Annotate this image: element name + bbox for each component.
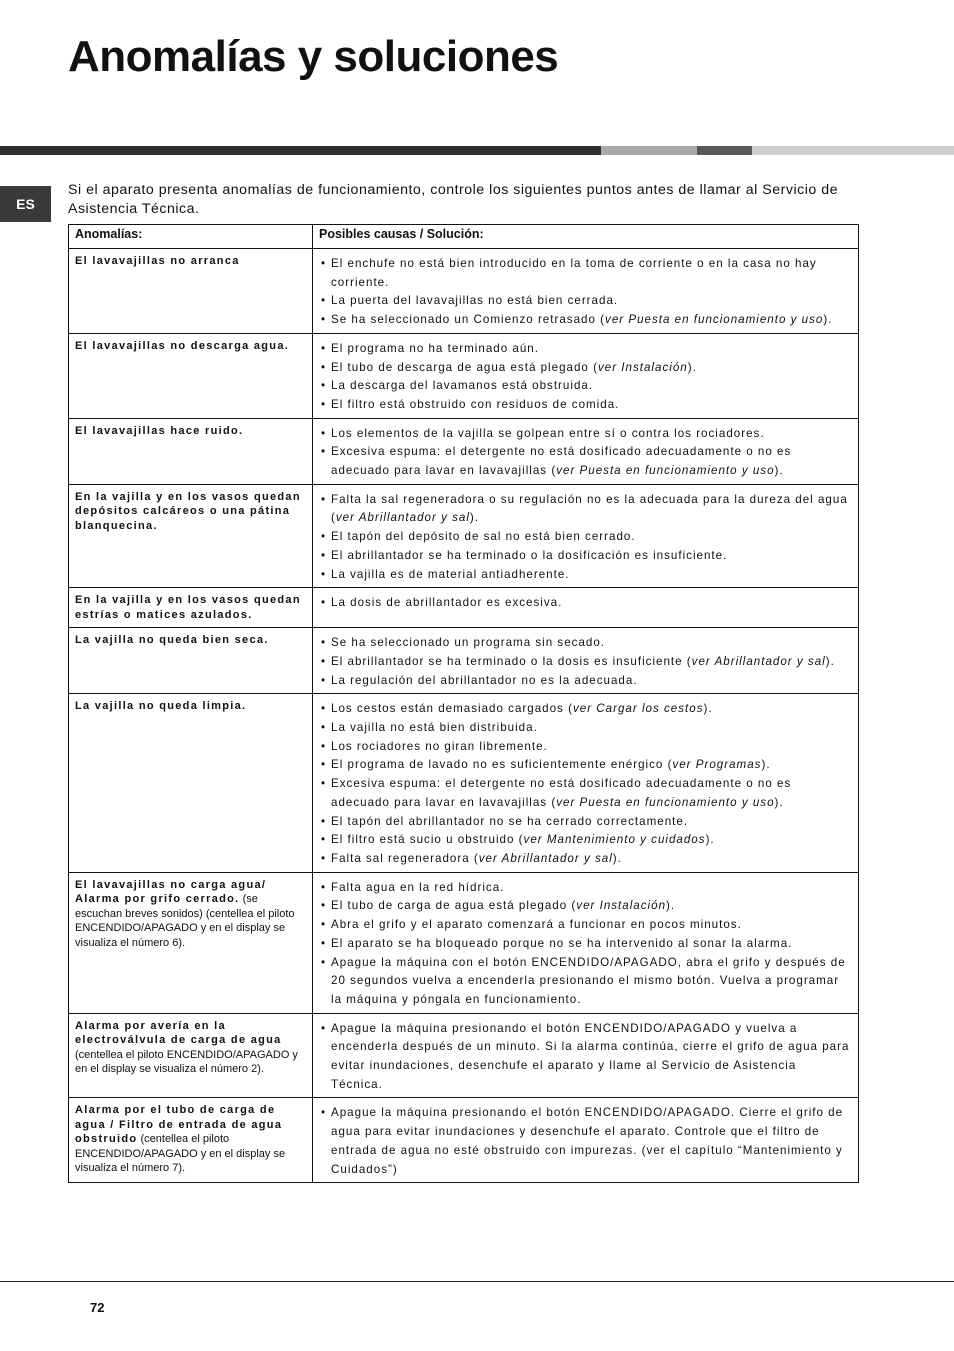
cause-item [319, 954, 852, 1010]
cause-text: Se ha seleccionado un Comienzo retrasado ( [331, 313, 606, 327]
anomaly-cell [69, 484, 313, 588]
anomaly-note: (centellea el piloto ENCENDIDO/APAGADO y en el display se visualiza el número 7). [75, 1133, 286, 1175]
cross-reference: ver Programas [672, 758, 762, 772]
cause-text: La regulación del abrillantador no es la adecuada. [331, 673, 638, 687]
cause-item [319, 547, 852, 566]
cross-reference: ver Instalación [597, 360, 688, 374]
cross-reference: ver Mantenimiento y cuidados [523, 833, 706, 847]
cause-item [319, 1104, 852, 1179]
cause-item [319, 775, 852, 812]
cause-text: El programa no ha terminado aún. [331, 341, 539, 355]
anomaly-cell [69, 694, 313, 872]
cause-text: Los elementos de la vajilla se golpean entre sí o contra los rociadores. [331, 426, 765, 440]
cause-item [319, 255, 852, 292]
cause-text: La vajilla no está bien distribuida. [331, 721, 538, 735]
anomaly-title: En la vajilla y en los vasos quedan depósitos calcáreos o una pátina blanquecina. [75, 490, 301, 532]
anomaly-cell [69, 588, 313, 628]
cause-text: El tapón del abrillantador no se ha cerrado correctamente. [331, 814, 689, 828]
table-row [69, 694, 859, 872]
cross-reference: ver Abrillantador y sal [478, 851, 613, 865]
cause-item [319, 594, 852, 613]
cause-text: El aparato se ha bloqueado porque no se ha intervenido al sonar la alarma. [331, 936, 793, 950]
cause-text: El enchufe no está bien introducido en la toma de corriente o en la casa no hay corriente. [331, 257, 817, 289]
cross-reference: ver Puesta en funcionamiento y uso [556, 464, 775, 478]
cause-item [319, 311, 852, 330]
table-row [69, 588, 859, 628]
cause-text: Los rociadores no giran libremente. [331, 739, 548, 753]
cause-text: El abrillantador se ha terminado o la dosificación es insuficiente. [331, 548, 728, 562]
table-header-row [69, 225, 859, 249]
anomaly-cell [69, 872, 313, 1013]
causes-list [319, 491, 852, 585]
cause-item [319, 738, 852, 757]
table-row [69, 484, 859, 588]
cause-text: Los cestos están demasiado cargados ( [331, 702, 573, 716]
cause-item [319, 719, 852, 738]
cause-text: La vajilla es de material antiadherente. [331, 567, 570, 581]
anomaly-title: La vajilla no queda limpia. [75, 700, 247, 713]
cause-item [319, 359, 852, 378]
cross-reference: ver Instalación [576, 899, 667, 913]
causes-cell [313, 484, 859, 588]
cause-item [319, 672, 852, 691]
cross-reference: ver Puesta en funcionamiento y uso [556, 795, 775, 809]
cause-text: ). [703, 702, 713, 716]
cross-reference: ver Abrillantador y sal [335, 511, 470, 525]
causes-cell [313, 418, 859, 484]
cause-item [319, 831, 852, 850]
cause-item [319, 396, 852, 415]
header-causes: Posibles causas / Solución: [313, 225, 859, 249]
cause-text: La dosis de abrillantador es excesiva. [331, 596, 563, 610]
cause-text: El abrillantador se ha terminado o la dosis es insuficiente ( [331, 654, 692, 668]
cause-text: El filtro está sucio u obstruido ( [331, 833, 524, 847]
cause-item [319, 292, 852, 311]
table-row [69, 628, 859, 694]
causes-list [319, 425, 852, 481]
cause-text: Falta la sal regeneradora o su regulación no es la adecuada para la dureza del agua ( [331, 492, 848, 525]
anomaly-title: El lavavajillas no arranca [75, 255, 240, 267]
cause-text: Apague la máquina presionando el botón ENCENDIDO/APAGADO y vuelva a encenderla después de un minuto. Si la alarma continúa, cierre el grifo de agua para evitar inundaciones, desenchufe el aparato y llame al Servicio de Asistencia Técnica. [331, 1021, 850, 1091]
cause-item [319, 443, 852, 480]
language-tab: ES [0, 186, 51, 222]
causes-cell [313, 872, 859, 1013]
table-row [69, 1013, 859, 1098]
cause-item [319, 425, 852, 444]
anomaly-title: La vajilla no queda bien seca. [75, 634, 269, 647]
anomaly-note: (se escuchan breves sonidos) (centellea el piloto ENCENDIDO/APAGADO y en el display se visualiza el número 6). [75, 893, 295, 949]
cause-text: El tubo de carga de agua está plegado ( [331, 899, 577, 913]
cause-text: Falta sal regeneradora ( [331, 851, 479, 865]
table-body [69, 249, 859, 1183]
cause-text: ). [687, 360, 697, 374]
cause-text: El filtro está obstruido con residuos de comida. [331, 397, 620, 411]
intro-text: Si el aparato presenta anomalías de funcionamiento, controle los siguientes puntos antes de llamar al Servicio de Asistencia Técnica. [68, 182, 838, 217]
cause-text: ). [825, 654, 835, 668]
header-bar-pale [752, 146, 954, 155]
anomaly-cell [69, 333, 313, 418]
anomaly-title: Alarma por avería en la electroválvula de carga de agua [75, 1019, 282, 1047]
cause-text: ). [469, 511, 480, 525]
anomaly-title: El lavavajillas hace ruido. [75, 424, 244, 437]
cause-text: Falta agua en la red hídrica. [331, 880, 505, 894]
cause-item [319, 566, 852, 585]
anomaly-title: El lavavajillas no carga agua/ Alarma por grifo cerrado. [75, 878, 267, 906]
table-row [69, 872, 859, 1013]
cross-reference: ver Abrillantador y sal [691, 654, 826, 668]
causes-list [319, 594, 852, 613]
anomaly-title: Alarma por el tubo de carga de agua / Filtro de entrada de agua obstruido [75, 1104, 283, 1146]
cause-text: ). [612, 851, 622, 865]
cause-text: ). [774, 795, 784, 809]
cause-item [319, 813, 852, 832]
cause-text: Apague la máquina presionando el botón ENCENDIDO/APAGADO. Cierre el grifo de agua para evitar inundaciones y desenchufe el aparato. Controle que el filtro de entrada de agua no esté obstruido con impurezas. (ver el capítulo “Mantenimiento y Cuidados”) [331, 1106, 844, 1176]
table-row [69, 1098, 859, 1183]
cause-item [319, 377, 852, 396]
cause-text: Excesiva espuma: el detergente no está dosificado adecuadamente o no es adecuado para lavar en lavavajillas ( [331, 777, 792, 809]
header-bar-dark [0, 146, 601, 155]
anomaly-cell [69, 249, 313, 334]
causes-list [319, 1020, 852, 1095]
anomaly-note: (centellea el piloto ENCENDIDO/APAGADO y en el display se visualiza el número 2). [75, 1048, 298, 1076]
cause-item [319, 897, 852, 916]
table-row [69, 249, 859, 334]
causes-list [319, 700, 852, 868]
causes-cell [313, 588, 859, 628]
anomaly-title: En la vajilla y en los vasos quedan estrías o matices azulados. [75, 594, 301, 621]
causes-list [319, 340, 852, 415]
cause-item [319, 850, 852, 869]
cause-text: Apague la máquina con el botón ENCENDIDO/APAGADO, abra el grifo y después de 20 segundos vuelva a encenderla presionando el mismo botón. Vuelva a programar la máquina y póngala en funcionamiento. [331, 955, 846, 1006]
anomaly-cell [69, 418, 313, 484]
page-number: 72 [90, 1300, 105, 1315]
cause-item [319, 340, 852, 359]
table-row [69, 418, 859, 484]
causes-list [319, 255, 852, 330]
cause-item [319, 653, 852, 672]
cause-item [319, 916, 852, 935]
cause-item [319, 1020, 852, 1095]
header-bar-light [601, 146, 697, 155]
cause-text: Abra el grifo y el aparato comenzará a funcionar en pocos minutos. [331, 918, 742, 932]
cause-text: La descarga del lavamanos está obstruida. [331, 379, 594, 393]
cause-text: ). [823, 313, 833, 327]
header-anomaly: Anomalías: [69, 225, 313, 249]
cause-text: ). [666, 899, 676, 913]
table-row [69, 333, 859, 418]
cause-item [319, 935, 852, 954]
anomaly-title: El lavavajillas no descarga agua. [75, 339, 290, 352]
causes-cell [313, 1013, 859, 1098]
anomaly-cell [69, 1013, 313, 1098]
cause-text: Se ha seleccionado un programa sin secado. [331, 636, 606, 650]
cause-text: El tapón del depósito de sal no está bien cerrado. [331, 530, 636, 544]
cause-text: El programa de lavado no es suficientemente enérgico ( [331, 758, 673, 772]
cause-item [319, 528, 852, 547]
causes-cell [313, 694, 859, 872]
causes-cell [313, 628, 859, 694]
cause-item [319, 491, 852, 528]
cause-item [319, 879, 852, 898]
causes-cell [313, 1098, 859, 1183]
cause-text: La puerta del lavavajillas no está bien cerrada. [331, 294, 619, 308]
footer-rule [0, 1281, 954, 1282]
causes-list [319, 1104, 852, 1179]
causes-cell [313, 249, 859, 334]
cross-reference: ver Puesta en funcionamiento y uso [605, 313, 824, 327]
anomaly-cell [69, 628, 313, 694]
cause-text: ). [774, 464, 784, 478]
cross-reference: ver Cargar los cestos [572, 702, 704, 716]
cause-text: El tubo de descarga de agua está plegado ( [331, 360, 598, 374]
cause-item [319, 756, 852, 775]
causes-cell [313, 333, 859, 418]
page-title: Anomalías y soluciones [68, 32, 559, 81]
cause-text: ). [705, 833, 715, 847]
cause-text: ). [761, 758, 771, 772]
cause-text: Excesiva espuma: el detergente no está dosificado adecuadamente o no es adecuado para lavar en lavavajillas ( [331, 445, 792, 478]
cause-item [319, 634, 852, 653]
anomaly-cell [69, 1098, 313, 1183]
cause-item [319, 700, 852, 719]
causes-list [319, 879, 852, 1010]
troubleshooting-table [68, 224, 859, 1183]
causes-list [319, 634, 852, 690]
header-bar-mid [697, 146, 752, 155]
